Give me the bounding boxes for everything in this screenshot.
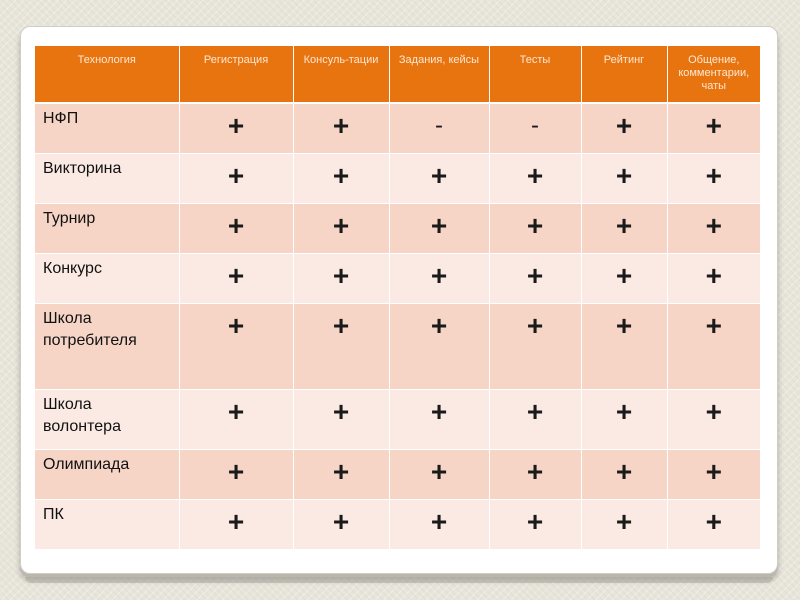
cell-mark: + [581,449,667,499]
table-row [35,253,760,303]
cell-mark: + [489,499,581,549]
header-row [35,46,760,103]
cell-mark: + [179,253,293,303]
header-registration: Регистрация [179,46,293,103]
table-row [35,389,760,449]
cell-mark: + [667,253,760,303]
technology-features-table [35,46,760,550]
header-consultations: Консуль-тации [293,46,389,103]
row-label: Викторина [35,153,179,203]
cell-mark: + [179,303,293,389]
cell-mark: + [389,303,489,389]
cell-mark: + [667,103,760,153]
row-label: ПК [35,499,179,549]
table-row [35,103,760,153]
table-row [35,303,760,389]
cell-mark: - [489,103,581,153]
cell-mark: + [667,153,760,203]
row-label: Конкурс [35,253,179,303]
cell-mark: + [667,303,760,389]
cell-mark: + [489,389,581,449]
cell-mark: + [389,499,489,549]
header-tasks-cases: Задания, кейсы [389,46,489,103]
cell-mark: + [489,449,581,499]
cell-mark: + [581,153,667,203]
cell-mark: + [293,449,389,499]
cell-mark: + [581,499,667,549]
cell-mark: + [581,203,667,253]
cell-mark: + [179,449,293,499]
cell-mark: + [489,303,581,389]
cell-mark: + [293,303,389,389]
cell-mark: + [179,499,293,549]
row-label: Олимпиада [35,449,179,499]
cell-mark: + [667,203,760,253]
cell-mark: + [389,253,489,303]
cell-mark: + [293,103,389,153]
header-technology: Технология [35,46,179,103]
cell-mark: + [179,203,293,253]
cell-mark: + [179,153,293,203]
cell-mark: + [293,153,389,203]
cell-mark: + [489,203,581,253]
cell-mark: - [389,103,489,153]
cell-mark: + [581,389,667,449]
cell-mark: + [667,499,760,549]
table-row [35,203,760,253]
cell-mark: + [389,153,489,203]
cell-mark: + [389,449,489,499]
header-rating: Рейтинг [581,46,667,103]
cell-mark: + [389,389,489,449]
cell-mark: + [293,203,389,253]
cell-mark: + [389,203,489,253]
row-label: НФП [35,103,179,153]
cell-mark: + [581,303,667,389]
cell-mark: + [293,499,389,549]
header-tests: Тесты [489,46,581,103]
cell-mark: + [581,253,667,303]
cell-mark: + [293,389,389,449]
cell-mark: + [179,389,293,449]
cell-mark: + [489,253,581,303]
row-label: Турнир [35,203,179,253]
cell-mark: + [489,153,581,203]
cell-mark: + [581,103,667,153]
row-label: Школа волонтера [35,389,179,449]
table-row [35,499,760,549]
cell-mark: + [293,253,389,303]
header-communication: Общение, комментарии, чаты [667,46,760,103]
cell-mark: + [667,449,760,499]
cell-mark: + [179,103,293,153]
cell-mark: + [667,389,760,449]
table-row [35,449,760,499]
row-label: Школа потребителя [35,303,179,389]
table-row [35,153,760,203]
